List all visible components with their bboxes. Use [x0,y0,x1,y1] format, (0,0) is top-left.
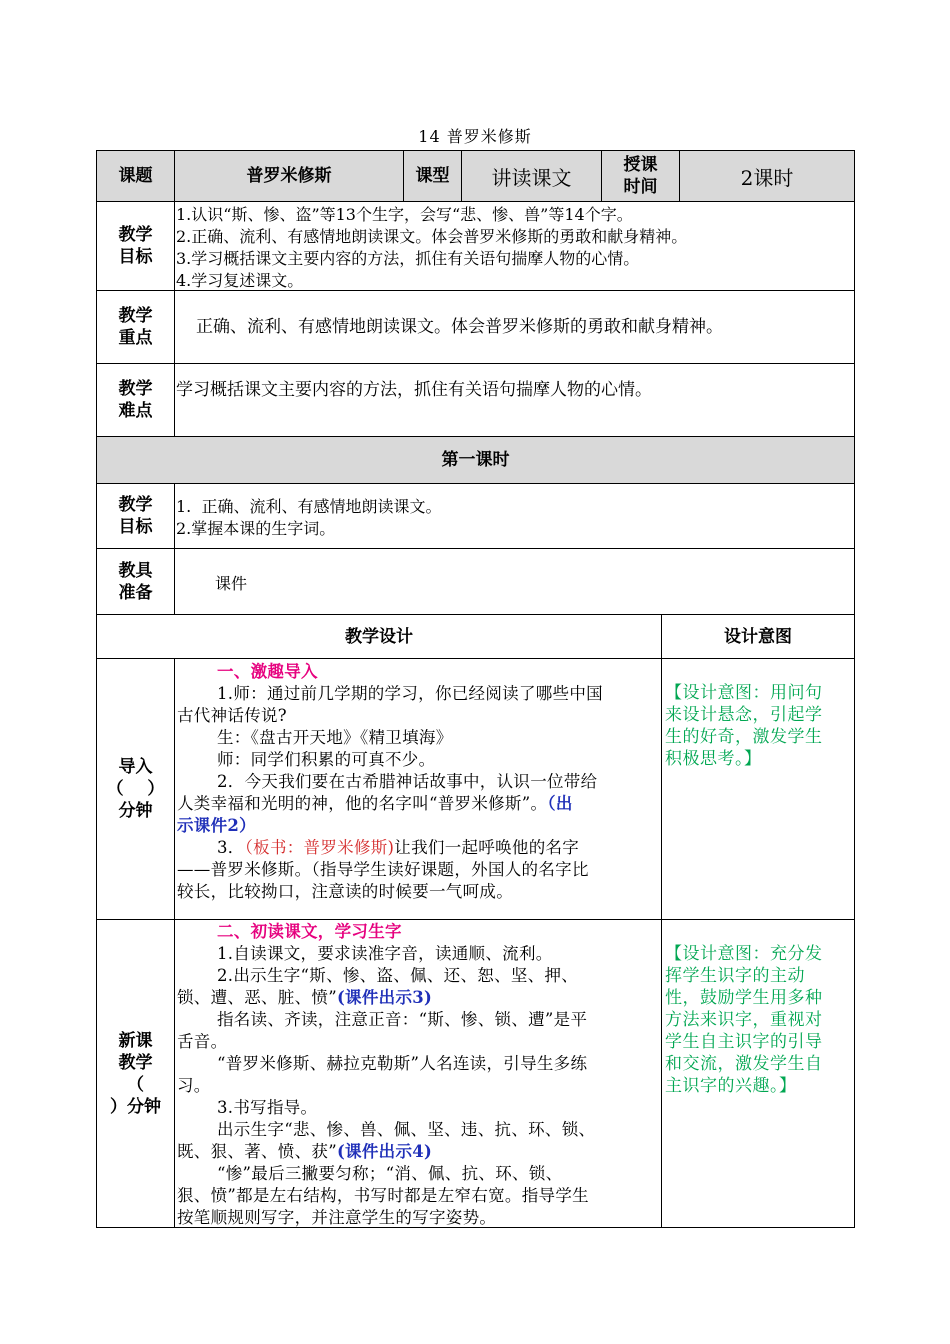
lesson1-heading: 第一课时 [441,450,510,470]
sec1-line [177,837,659,859]
sec2-label-line: 新课 [118,1030,153,1051]
goals-label [97,202,174,290]
sec1-line: ——普罗米修斯。（指导学生读好课题，外国人的名字比 [177,860,589,879]
focus-text: 正确、流利、有感情地朗读课文。体会普罗米修斯的勇敢和献身精神。 [196,317,723,337]
time-value: 2课时 [740,165,794,190]
sec1-content [177,661,659,903]
sec1-board-note: （板书：普罗米修斯) [244,838,395,857]
type-value: 讲读课文 [491,165,572,190]
sec1-label-line: （ ） [106,779,165,799]
sec2-line: 习。 [177,1076,211,1095]
time-label [602,151,679,201]
sec1-title: 一、激趣导入 [217,662,318,681]
focus-label-line2: 重点 [118,328,153,348]
sec1-intent-line: 生的好奇，激发学生 [665,727,823,747]
sec2-intent-line: 性，鼓励学生用多种 [665,988,823,1008]
sec2-intent-line: 学生自主识字的引导 [665,1032,823,1052]
sec2-label-line: ）分钟 [110,1096,161,1117]
sec2-line: “惨”最后三撇要匀称；“消、佩、抗、环、锁、 [217,1164,563,1183]
sec2-line [177,987,659,1009]
sec1-line: 1.师：通过前几学期的学习，你已经阅读了哪些中国 [217,684,603,703]
difficulty-text: 学习概括课文主要内容的方法，抓住有关语句揣摩人物的心情。 [176,380,652,400]
sec2-courseware-ref: (课件出示3) [336,988,433,1007]
sec1-line: 2．今天我们要在古希腊神话故事中，认识一位带给 [217,772,598,791]
sec1-line: 师：同学们积累的可真不少。 [217,750,436,769]
sec1-label-line: 分钟 [118,801,153,821]
difficulty-label-line2: 难点 [118,401,153,421]
focus-label [97,291,174,363]
time-label-line1: 授课 [623,155,658,175]
lesson1-goals-label [97,484,174,548]
tools-label-line2: 准备 [118,582,153,603]
design-header: 教学设计 [345,626,413,647]
sec2-line: 3.书写指导。 [217,1098,318,1117]
sec2-line [177,1141,659,1163]
topic-label: 课题 [118,166,153,186]
lesson1-goal-item: 1. 正确、流利、有感情地朗读课文。 [176,497,442,516]
sec2-line: “普罗米修斯、赫拉克勒斯”人名连读，引导生多练 [217,1054,588,1073]
goal-item: 2.正确、流利、有感情地朗读课文。体会普罗米修斯的勇敢和献身精神。 [176,227,688,246]
sec1-line [177,793,659,815]
sec2-courseware-ref: (课件出示4) [336,1142,433,1161]
sec1-line: 示课件2） [177,816,256,835]
sec1-label-line: 导入 [118,757,153,777]
sec2-line: 舌音。 [177,1032,228,1051]
lesson1-goals-label-line2: 目标 [118,517,153,537]
tools-text: 课件 [215,574,248,593]
sec2-line: 1.自读课文，要求读准字音，读通顺、流利。 [217,944,553,963]
sec1-intent-line: 来设计悬念，引起学 [665,705,823,725]
sec2-intent [665,943,851,1097]
type-label: 课型 [415,166,450,186]
goals-list [176,204,852,292]
goal-item: 3.学习概括课文主要内容的方法，抓住有关语句揣摩人物的心情。 [176,249,640,268]
goals-label-line2: 目标 [118,247,153,267]
sec1-label [97,659,174,919]
sec2-text: 锁、遭、恶、脏、愤” [177,988,337,1007]
topic-value: 普罗米修斯 [246,166,332,186]
sec2-intent-line: 挥学生识字的主动 [665,966,805,986]
sec2-label [97,920,174,1227]
difficulty-label-line1: 教学 [118,379,153,399]
sec1-courseware-ref: （出 [547,794,573,813]
sec1-text: 让我们一起呼唤他的名字 [394,838,580,857]
sec2-title: 二、初读课文，学习生字 [217,922,402,941]
sec2-text: 既、狠、著、愤、获” [177,1142,337,1161]
tools-label-line1: 教具 [118,560,153,581]
sec2-label-line: （ [127,1074,144,1095]
lesson1-goals-list [176,496,852,540]
sec1-intent-line: 积极思考。】 [665,749,762,769]
sec1-line: 生：《盘古开天地》《精卫填海》 [217,728,453,747]
sec1-line: 古代神话传说? [177,706,287,725]
sec2-line: 狠、愤”都是左右结构，书写时都是左窄右宽。指导学生 [177,1186,589,1205]
sec1-intent-line: 【设计意图：用问句 [665,683,823,703]
goals-label-line1: 教学 [118,225,153,245]
sec2-intent-line: 和交流，激发学生自 [665,1054,823,1074]
goal-item: 4.学习复述课文。 [176,271,304,290]
difficulty-label [97,364,174,436]
lesson1-goal-item: 2.掌握本课的生字词。 [176,519,336,538]
focus-label-line1: 教学 [118,306,153,326]
goal-item: 1.认识“斯、惨、盗”等13个生字，会写“悲、惨、兽”等14个字。 [176,205,633,224]
sec2-content [177,921,659,1229]
sec1-line: 较长，比较拗口，注意读的时候要一气呵成。 [177,882,513,901]
tools-label [97,549,174,614]
sec2-label-line: 教学 [118,1052,153,1073]
sec2-intent-line: 【设计意图：充分发 [665,944,823,964]
document-title: 14 普罗米修斯 [418,127,532,146]
sec1-text: 人类幸福和光明的神，他的名字叫“普罗米修斯”。 [177,794,548,813]
sec1-intent [665,682,851,770]
sec1-text: 3． [217,838,245,857]
intent-header: 设计意图 [724,626,792,647]
sec2-intent-line: 方法来识字，重视对 [665,1010,823,1030]
sec2-line: 出示生字“悲、惨、兽、佩、坚、违、抗、环、锁、 [217,1120,596,1139]
sec2-line: 2.出示生字“斯、惨、盗、佩、还、恕、坚、押、 [217,966,579,985]
time-label-line2: 时间 [623,177,658,197]
sec2-line: 指名读、齐读，注意正音：“斯、惨、锁、遭”是平 [217,1010,588,1029]
sec2-intent-line: 主识字的兴趣。】 [665,1076,797,1096]
lesson1-goals-label-line1: 教学 [118,495,153,515]
sec2-line: 按笔顺规则写字，并注意学生的写字姿势。 [177,1208,497,1227]
